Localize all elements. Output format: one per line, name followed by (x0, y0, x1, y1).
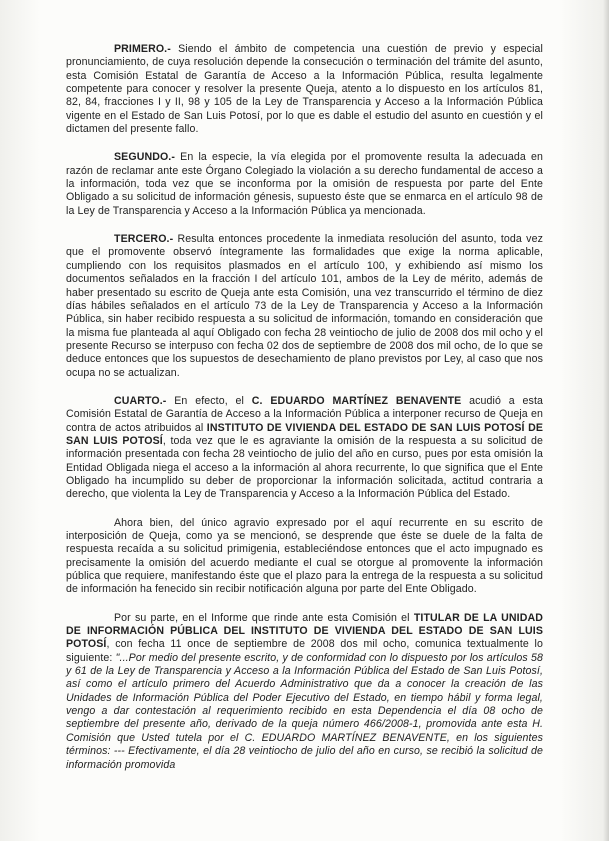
cuarto-heading: CUARTO.- (114, 394, 167, 407)
primero-heading: PRIMERO.- (114, 43, 171, 55)
paragraph-cuarto (66, 395, 543, 502)
paragraph-tercero (66, 233, 543, 380)
titular-name: TITULAR DE LA UNIDAD DE INFORMACIÓN PÚBLICA DEL INSTITUTO DE VIVIENDA DEL ESTADO DE SAN LUIS POTOSÍ (66, 611, 543, 651)
segundo-text: En la especie, la vía elegida por el promovente resulta la adecuada en razón de reclamar ante este Órgano Colegiado la violación a su derecho fundamental de acceso a la información, toda vez que se inconforma por la omisión de respuesta por parte del Ente Obligado a su solicitud de información génesis, supuesto éste que se enmarca en el artículo 98 de la Ley de Transparencia y Acceso a la Información Pública ya mencionada. (66, 151, 543, 217)
por-su-parte-text-2: , con fecha 11 once de septiembre de 2008 dos mil ocho, comunica textualmente lo siguiente: (66, 638, 543, 664)
primero-text: Siendo el ámbito de competencia una cuestión de previo y especial pronunciamiento, de cuya resolución depende la consecución o terminación del trámite del asunto, esta Comisión Estatal de Garantía de Acceso a la Información Pública, resulta legalmente competente para conocer y resolver la presente Queja, atento a lo dispuesto en los artículos 81, 82, 84, fracciones I y II, 98 y 105 de la Ley de Transparencia y Acceso a la Información Pública vigente en el Estado de San Luis Potosí, por lo que es dable el estudio del asunto en cuestión y el dictamen del presente fallo. (66, 43, 543, 136)
tercero-heading: TERCERO.- (114, 233, 174, 246)
cuarto-text-3: , toda vez que le es agraviante la omisión de la respuesta a su solicitud de información presentada con fecha 28 veintiocho de julio del año en curso, pues por esta omisión la Entidad Obligada niega el acceso a la información al ahora recurrente, lo que significa que el Ente Obligado ha incumplido su deber de proporcionar la información solicitada, actitud contraria a derecho, que violenta la Ley de Transparencia y Acceso a la Información Pública del Estado. (66, 434, 543, 501)
paragraph-primero (66, 43, 543, 136)
quoted-report: "...Por medio del presente escrito, y de conformidad con lo dispuesto por los artículos 58 y 61 de la Ley de Transparencia y Acceso a la Información Pública del Estado de San Luis Potosí, así como el artículo primero del Acuerdo Administrativo que da a conocer la creación de las Unidades de Información Pública del Poder Ejecutivo del Estado, en tiempo hábil y forma legal, vengo a dar contestación al requerimiento recibido en esta Dependencia el día 08 ocho de septiembre del presente año, derivado de la queja número 466/2008-1, promovida ante esta H. Comisión que Usted tutela por el C. EDUARDO MARTÍNEZ BENAVENTE, en los siguientes términos: --- Efectivamente, el día 28 veintiocho de julio del año en curso, se recibió la solicitud de información promovida (66, 651, 543, 771)
tercero-text: Resulta entonces procedente la inmediata resolución del asunto, toda vez que el promovente observó íntegramente las formalidades que exige la norma aplicable, cumpliendo con los requisitos plasmados en el artículo 100, y exhibiendo así mismo los documentos señalados en la fracción I del artículo 101, ambos de la Ley de mérito, además de haber presentado su escrito de Queja ante esta Comisión, una vez transcurrido el término de diez días hábiles señalados en el artículo 73 de la Ley de Transparencia y Acceso a la Información Pública, sin haber recibido respuesta a su solicitud de información, tomando en consideración que la misma fue planteada al aquí Obligado con fecha 28 veintiocho de julio de 2008 dos mil ocho y el presente Recurso se interpuso con fecha 02 dos de septiembre de 2008 dos mil ocho, de lo que se deduce entonces que los supuestos de desechamiento de plano previstos por Ley, al caso que nos ocupa no se actualizan. (66, 233, 543, 379)
complainant-name: C. EDUARDO MARTÍNEZ BENAVENTE (251, 394, 462, 407)
ahora-bien-text: Ahora bien, del único agravio expresado por el aquí recurrente en su escrito de interposición de Queja, como ya se mencionó, se desprende que éste se duele de la falta de respuesta recaída a su solicitud primigenia, estableciéndose entonces que el acto impugnado es precisamente la omisión del acuerdo mediante el cual se otorgue al promovente la información pública que requiere, manifestando éste que el plazo para la entrega de la respuesta a su solicitud de información ha fenecido sin recibir notificación alguna por parte del Ente Obligado. (66, 516, 543, 596)
page-edge-shadow (603, 0, 609, 841)
paragraph-ahora-bien (66, 517, 543, 597)
cuarto-text-1: En efecto, el (174, 394, 244, 407)
paragraph-segundo (66, 151, 543, 218)
cuarto-text-2: acudió a esta Comisión Estatal de Garantía de Acceso a la Información Pública a interponer recurso de Queja en contra de actos atribuidos al (66, 394, 544, 434)
paragraph-por-su-parte (66, 612, 543, 772)
por-su-parte-text-1: Por su parte, en el Informe que rinde ante esta Comisión el (114, 611, 410, 624)
obligated-entity-name: INSTITUTO DE VIVIENDA DEL ESTADO DE SAN LUIS POTOSÍ DE SAN LUIS POTOSÍ (66, 421, 543, 447)
segundo-heading: SEGUNDO.- (114, 151, 175, 164)
